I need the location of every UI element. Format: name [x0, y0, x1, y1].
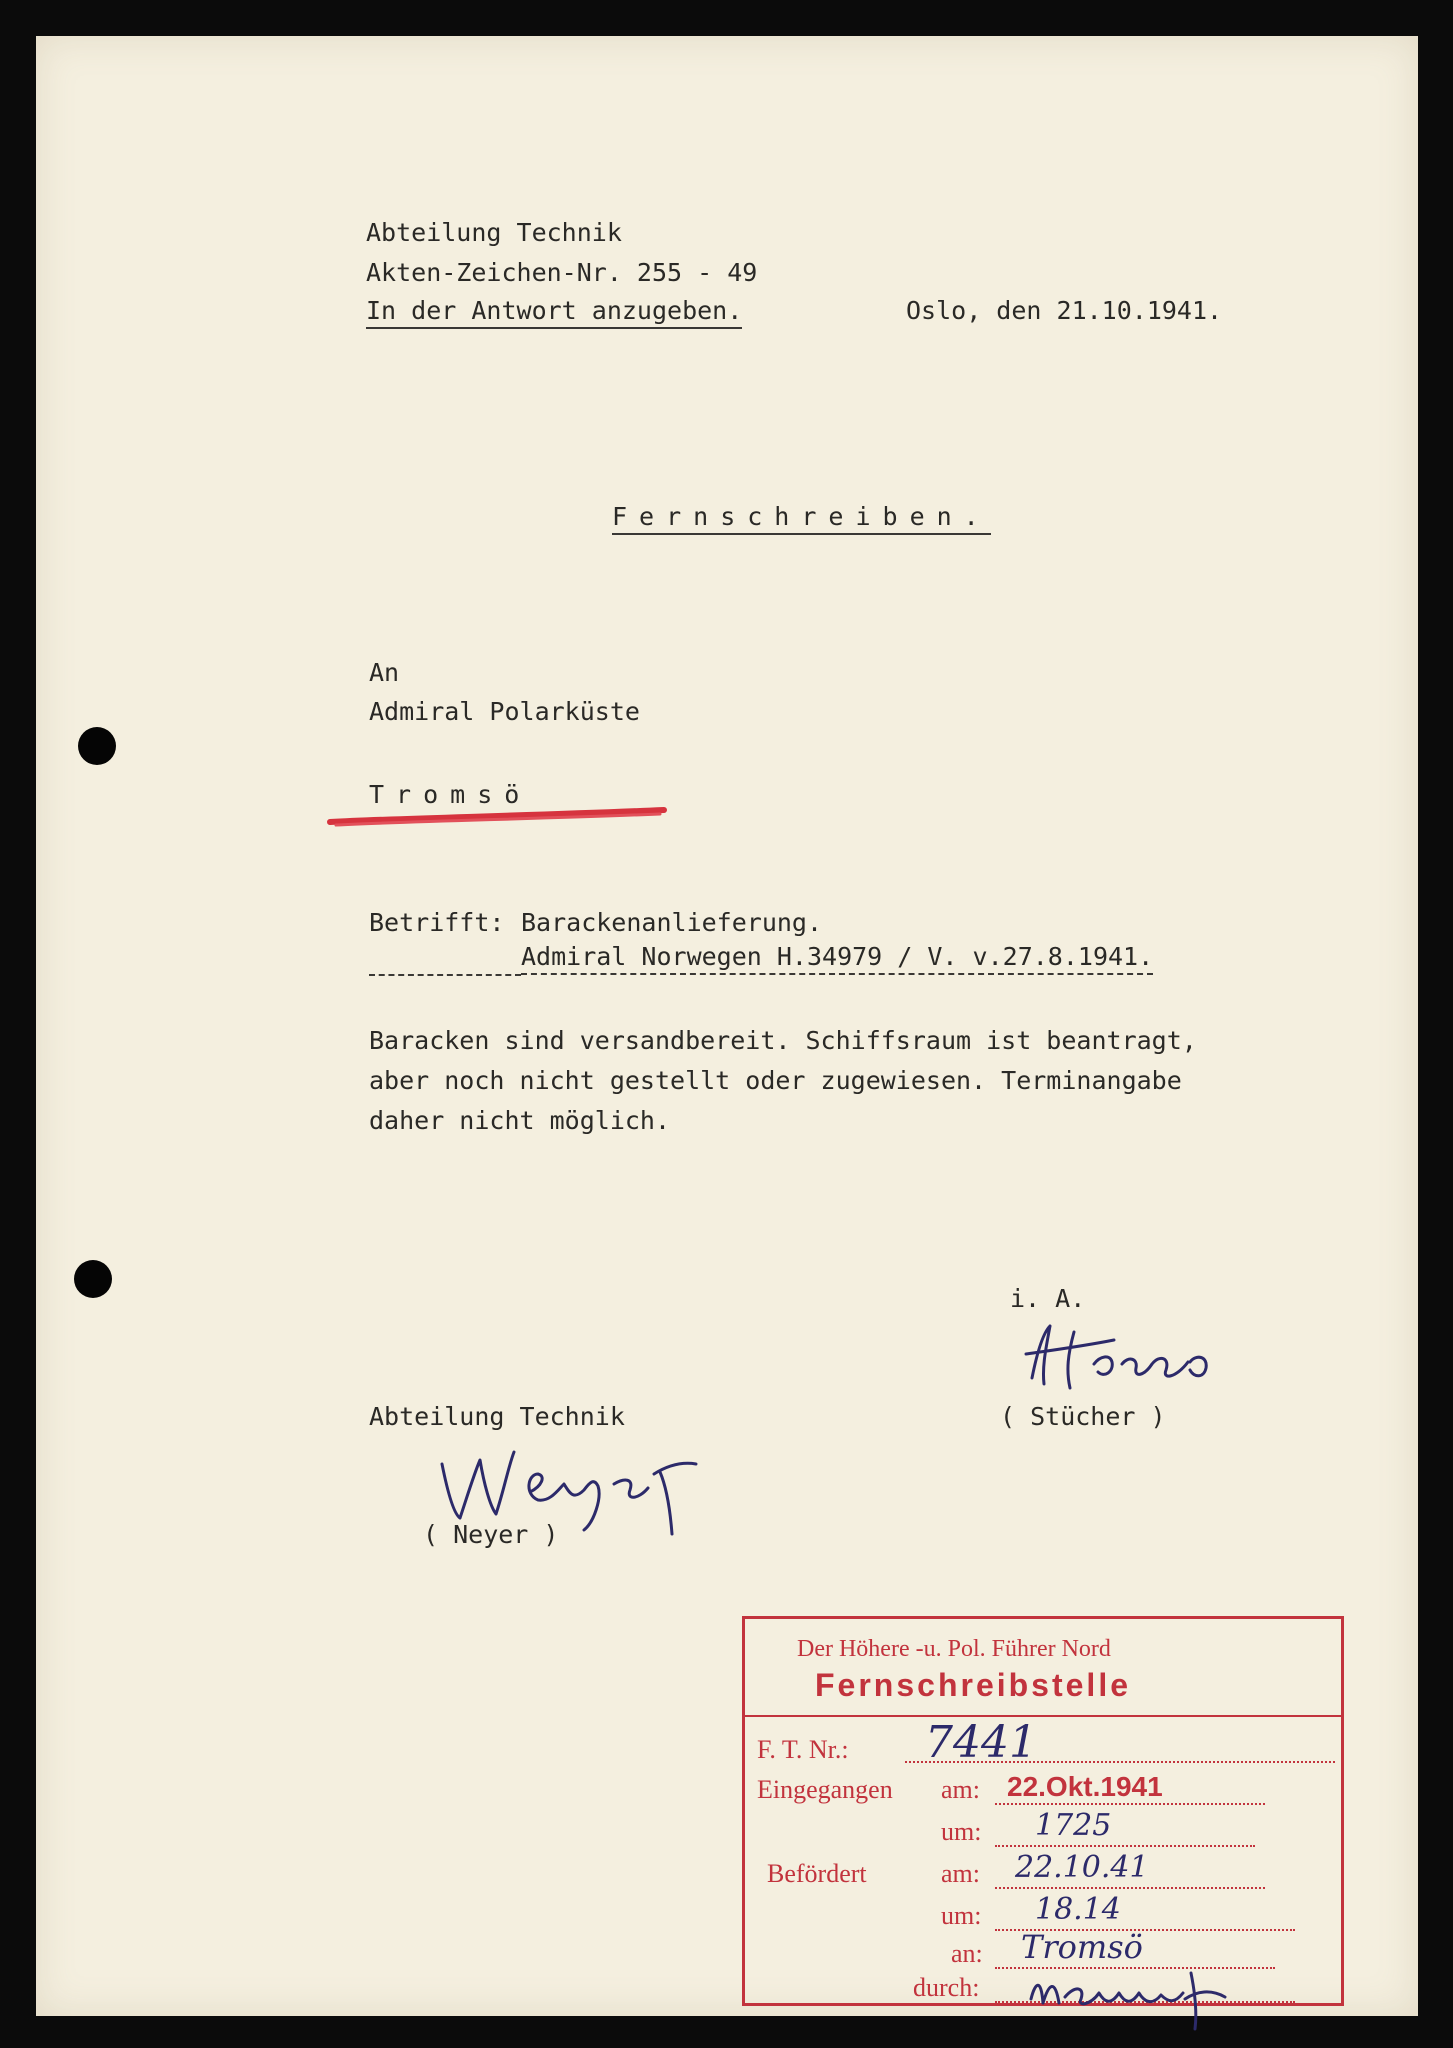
stamp-forwarded-label: Befördert [767, 1859, 867, 1888]
stamp-line2: Fernschreibstelle [815, 1667, 1131, 1703]
stamp-received-am-label: am: [941, 1775, 980, 1804]
stamp-divider [745, 1715, 1341, 1717]
stamp-forwarded-time: 18.14 [1035, 1892, 1121, 1927]
recipient-prefix: An [369, 658, 400, 687]
stamp-durch-label: durch: [913, 1973, 980, 2002]
signature-ia: i. A. [1010, 1284, 1086, 1313]
signature-department: Abteilung Technik [369, 1402, 625, 1431]
body-line-2: aber noch nicht gestellt oder zugewiesen. Terminangabe [369, 1066, 1182, 1095]
red-pencil-underline [326, 806, 666, 830]
stamp-ft-label: F. T. Nr.: [757, 1735, 849, 1764]
handwritten-initials-durch [1025, 1963, 1255, 2033]
stamp-received-date: 22.Okt.1941 [1007, 1771, 1163, 1802]
stamp-ft-value: 7441 [925, 1717, 1037, 1768]
subject-label: Betrifft: [369, 908, 505, 937]
signature-neyer-name: ( Neyer ) [423, 1520, 559, 1549]
stamp-line1: Der Höhere -u. Pol. Führer Nord [797, 1636, 1111, 1662]
stamp-received-um-label: um: [941, 1817, 982, 1846]
receipt-stamp [742, 1616, 1344, 2006]
signature-stuecher-name: ( Stücher ) [1000, 1402, 1166, 1431]
stamp-forwarded-am-label: am: [941, 1859, 980, 1888]
stamp-received-label: Eingegangen [757, 1775, 893, 1804]
recipient-city: Tromsö [369, 780, 532, 809]
subject-line2: Admiral Norwegen H.34979 / V. v.27.8.1941. [521, 944, 1153, 975]
header-reply-note: In der Antwort anzugeben. [366, 298, 742, 329]
stamp-an-label: an: [951, 1939, 983, 1968]
stamp-forwarded-um-label: um: [941, 1901, 982, 1930]
handwritten-signature-stuecher [1004, 1318, 1244, 1398]
stamp-forwarded-date: 22.10.41 [1015, 1850, 1149, 1885]
stamp-received-time: 1725 [1035, 1808, 1112, 1843]
header-department: Abteilung Technik [366, 218, 622, 247]
recipient-name: Admiral Polarküste [369, 697, 640, 726]
punch-hole-bottom [74, 1260, 112, 1298]
subject-line1: Barackenanlieferung. [521, 908, 823, 937]
stamp-received-time-line [995, 1845, 1255, 1847]
stamp-forwarded-date-line [995, 1887, 1265, 1889]
header-file-number: Akten-Zeichen-Nr. 255 - 49 [366, 258, 758, 287]
document-page [36, 36, 1418, 2016]
body-line-1: Baracken sind versandbereit. Schiffsraum ist beantragt, [369, 1026, 1197, 1055]
subject-dash-extension [369, 974, 521, 976]
document-title: Fernschreiben. [612, 504, 991, 535]
stamp-received-date-line [995, 1803, 1265, 1805]
header-place-date: Oslo, den 21.10.1941. [906, 296, 1223, 325]
body-line-3: daher nicht möglich. [369, 1106, 671, 1135]
stamp-an-value: Tromsö [1021, 1928, 1143, 1966]
punch-hole-top [78, 727, 116, 765]
